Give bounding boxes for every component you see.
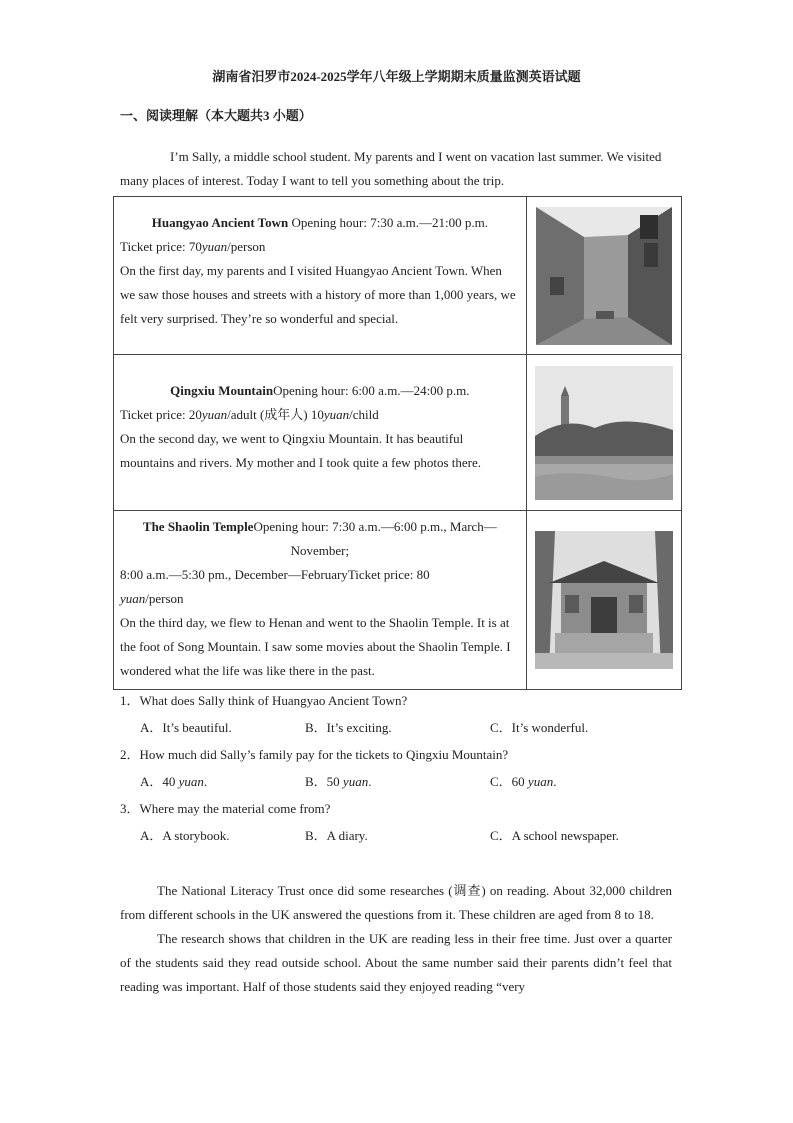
opening-hours: Opening hour: 7:30 a.m.—6:00 p.m., March— — [253, 519, 497, 534]
place-description: On the third day, we flew to Henan and went to the Shaolin Temple. It is at the foot of Song Mountain. I saw some movies about the Shaolin Temple. I wondered what the life was like there in the past. — [120, 615, 511, 678]
place-name: The Shaolin Temple — [142, 519, 254, 534]
ticket-price: Ticket price: 70yuan/person — [120, 239, 266, 254]
option-a: A．It’s beautiful. — [140, 720, 232, 735]
shaolin-text-cell: The Shaolin TempleOpening hour: 7:30 a.m.—6:00 p.m., March— November; 8:00 a.m.—5:30 pm., December—FebruaryTicket price: 80 yuan/person On the third day, we flew to Henan and went to the Shaolin Temple. It is at the foot of Song Mountain. I saw some movies about the Shaolin Temple. I wondered what the life was like there in the past. — [114, 511, 527, 690]
opening-hours: Opening hour: 7:30 a.m.—21:00 p.m. — [291, 215, 488, 230]
section-heading: 一、阅读理解（本大题共3 小题） — [120, 108, 312, 123]
passage-paragraph: The National Literacy Trust once did some researches (调查) on reading. About 32,000 children from different schools in the UK answered the questions from it. These children are aged from 8 to 18. — [120, 883, 672, 922]
page-title: 湖南省汨罗市2024-2025学年八年级上学期期末质量监测英语试题 — [212, 69, 581, 84]
question-1-options — [120, 716, 680, 743]
huangyao-photo-cell — [526, 197, 681, 355]
option-b: B．50 yuan. — [305, 774, 372, 789]
place-name: Huangyao Ancient Town — [151, 215, 289, 230]
option-c: C．60 yuan. — [490, 774, 557, 789]
option-b: B．A diary. — [305, 828, 368, 843]
table-row — [114, 511, 682, 690]
option-c: C．A school newspaper. — [490, 828, 619, 843]
option-b: B．It’s exciting. — [305, 720, 392, 735]
place-description: On the first day, my parents and I visited Huangyao Ancient Town. When we saw those houses and streets with a history of more than 1,000 years, we felt very surprised. They’re so wonderful and special. — [120, 263, 516, 326]
question-1: 1．What does Sally think of Huangyao Ancient Town? — [120, 693, 408, 708]
ticket-price: Ticket price: 20yuan/adult (成年人) 10yuan/child — [120, 407, 379, 422]
table-row — [114, 197, 682, 355]
opening-hours-winter: 8:00 a.m.—5:30 pm., December—February — [120, 567, 348, 582]
question-2: 2．How much did Sally’s family pay for the tickets to Qingxiu Mountain? — [120, 747, 509, 762]
qingxiu-text-cell — [114, 355, 527, 511]
opening-hours: Opening hour: 6:00 a.m.—24:00 p.m. — [273, 383, 470, 398]
place-description: On the second day, we went to Qingxiu Mountain. It has beautiful mountains and rivers. My mother and I took quite a few photos there. — [120, 431, 482, 470]
place-name: Qingxiu Mountain — [170, 383, 274, 398]
qingxiu-photo-cell — [526, 355, 681, 511]
option-c: C．It’s wonderful. — [490, 720, 589, 735]
table-row — [114, 355, 682, 511]
shaolin-photo-cell — [526, 511, 681, 690]
passage-paragraph: The research shows that children in the UK are reading less in their free time. Just over a quarter of the students said they read outside school. About the same number said their parents didn’t feel that reading was important. Half of those students said they enjoyed reading “very — [120, 931, 672, 994]
mountain-river-image — [535, 366, 673, 500]
opening-hours-cont: November; — [290, 543, 350, 558]
option-a: A．40 yuan. — [140, 774, 208, 789]
places-table — [113, 196, 682, 690]
temple-gate-image — [535, 531, 673, 669]
question-3-options — [120, 824, 680, 851]
huangyao-text-cell — [114, 197, 527, 355]
question-list — [120, 689, 680, 851]
question-2-options — [120, 770, 680, 797]
reading-passage-2 — [120, 879, 672, 999]
option-a: A．A storybook. — [140, 828, 230, 843]
ticket-price: Ticket price: 80 — [347, 567, 430, 582]
ancient-town-street-image — [536, 207, 672, 345]
question-3: 3．Where may the material come from? — [120, 801, 331, 816]
intro-paragraph: I’m Sally, a middle school student. My parents and I went on vacation last summer. We visited many places of interest. Today I want to tell you something about the trip. — [120, 149, 662, 188]
